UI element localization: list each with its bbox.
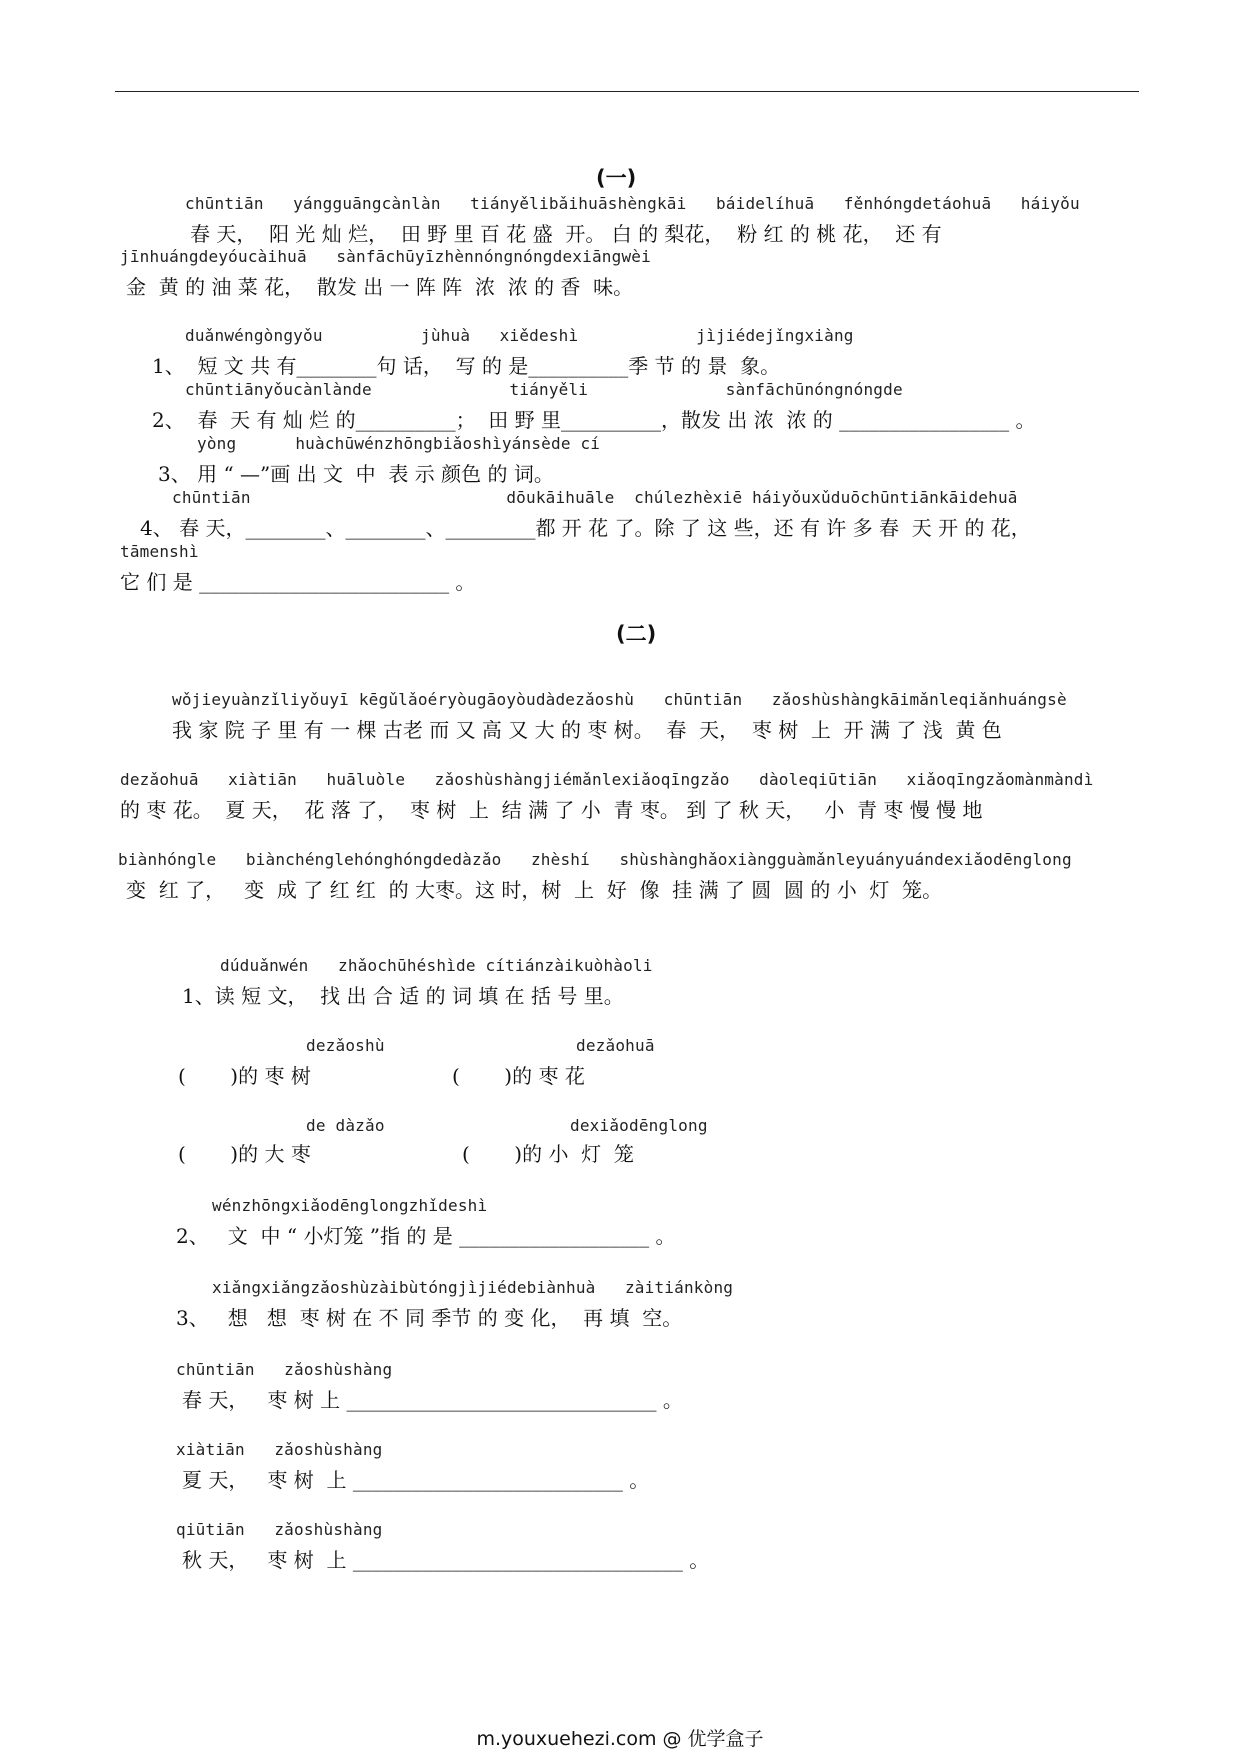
pinyin-line: wénzhōngxiǎodēnglongzhǐdeshì <box>212 1196 488 1215</box>
fill-blank-item: ( )的 大 枣 <box>178 1142 311 1166</box>
question-3: 3、 想 想 枣 树 在 不 同 季节 的 变 化， 再 填 空。 <box>176 1306 683 1330</box>
pinyin-line: biànhóngle biànchénglehónghóngdedàzǎo zhèshí shùshànghǎoxiàngguàmǎnleyuányuándexiǎodēnglong <box>118 850 1072 869</box>
question-1: 1、读 短 文， 找 出 合 适 的 词 填 在 括 号 里。 <box>182 984 624 1008</box>
question-2: 2、 文 中 “ 小灯笼 ”指 的 是 ___________________ 。 <box>176 1224 676 1248</box>
pinyin-line: chūntiān zǎoshùshàng <box>176 1360 393 1379</box>
answer-line-autumn: 秋 天， 枣 树 上 _________________________________ 。 <box>182 1548 710 1572</box>
header-rule <box>115 91 1139 92</box>
passage-line: 金 黄 的 油 菜 花， 散发 出 一 阵 阵 浓 浓 的 香 味。 <box>126 275 634 299</box>
question-4: 4、 春 天，________、________、_________都 开 花 了。除 了 这 些，还 有 许 多 春 天 开 的 花， <box>140 516 1031 540</box>
fill-blank-item: ( )的 小 灯 笼 <box>462 1142 634 1166</box>
pinyin-line: dezǎohuā xiàtiān huāluòle zǎoshùshàngjiémǎnlexiǎoqīngzǎo dàoleqiūtiān xiǎoqīngzǎomànmàndì <box>120 770 1094 789</box>
question-1: 1、 短 文 共 有________句 话， 写 的 是__________季 节 的 景 象。 <box>152 354 781 378</box>
passage-line: 春 天， 阳 光 灿 烂， 田 野 里 百 花 盛 开。 白 的 梨花， 粉 红 的 桃 花， 还 有 <box>190 222 942 246</box>
pinyin-line: wǒjieyuànzǐliyǒuyī kēgǔlǎoéryòugāoyòudàdezǎoshù chūntiān zǎoshùshàngkāimǎnleqiǎnhuángsè <box>172 690 1067 709</box>
question-3: 3、 用 “ —”画 出 文 中 表 示 颜色 的 词。 <box>158 462 554 486</box>
pinyin-line: dezǎohuā <box>576 1036 655 1055</box>
pinyin-line: dezǎoshù <box>306 1036 385 1055</box>
pinyin-line: duǎnwéngòngyǒu jùhuà xiědeshì jìjiédejǐngxiàng <box>185 326 854 345</box>
pinyin-line: de dàzǎo <box>306 1116 385 1135</box>
passage-line: 的 枣 花。 夏 天， 花 落 了， 枣 树 上 结 满 了 小 青 枣。 到 了 秋 天， 小 青 枣 慢 慢 地 <box>120 798 983 822</box>
fill-blank-item: ( )的 枣 花 <box>452 1064 585 1088</box>
pinyin-line: chūntiān dōukāihuāle chúlezhèxiē háiyǒuxǔduōchūntiānkāidehuā <box>172 488 1018 507</box>
pinyin-line: tāmenshì <box>120 542 199 561</box>
pinyin-line: yòng huàchūwénzhōngbiǎoshìyánsède cí <box>197 434 601 453</box>
pinyin-line: jīnhuángdeyóucàihuā sànfāchūyīzhènnóngnóngdexiāngwèi <box>120 247 651 266</box>
fill-blank-item: ( )的 枣 树 <box>178 1064 311 1088</box>
answer-line-summer: 夏 天， 枣 树 上 ___________________________ 。 <box>182 1468 650 1492</box>
pinyin-line: dúduǎnwén zhǎochūhéshìde cítiánzàikuòhàoli <box>220 956 653 975</box>
answer-line-spring: 春 天， 枣 树 上 _______________________________ 。 <box>182 1388 683 1412</box>
passage-line: 变 红 了， 变 成 了 红 红 的 大枣。这 时，树 上 好 像 挂 满 了 圆 圆 的 小 灯 笼。 <box>126 878 943 902</box>
pinyin-line: xiàtiān zǎoshùshàng <box>176 1440 383 1459</box>
footer-watermark: m.youxuehezi.com @ 优学盒子 <box>476 1728 764 1750</box>
question-2: 2、 春 天 有 灿 烂 的__________； 田 野 里__________，散发 出 浓 浓 的 _________________ 。 <box>152 408 1036 432</box>
passage-line: 我 家 院 子 里 有 一 棵 古老 而 又 高 又 大 的 枣 树。 春 天， 枣 树 上 开 满 了 浅 黄 色 <box>172 718 1002 742</box>
question-4-continued: 它 们 是 _________________________ 。 <box>120 570 476 594</box>
pinyin-line: chūntiānyǒucànlànde tiányěli sànfāchūnóngnóngde <box>185 380 903 399</box>
section-1-title: (一) <box>596 166 637 190</box>
pinyin-line: xiǎngxiǎngzǎoshùzàibùtóngjìjiédebiànhuà zàitiánkòng <box>212 1278 734 1297</box>
pinyin-line: dexiǎodēnglong <box>570 1116 708 1135</box>
pinyin-line: chūntiān yángguāngcànlàn tiányělibǎihuāshèngkāi báidelíhuā fěnhóngdetáohuā háiyǒu <box>185 194 1080 213</box>
pinyin-line: qiūtiān zǎoshùshàng <box>176 1520 383 1539</box>
section-2-title: (二) <box>616 622 657 646</box>
